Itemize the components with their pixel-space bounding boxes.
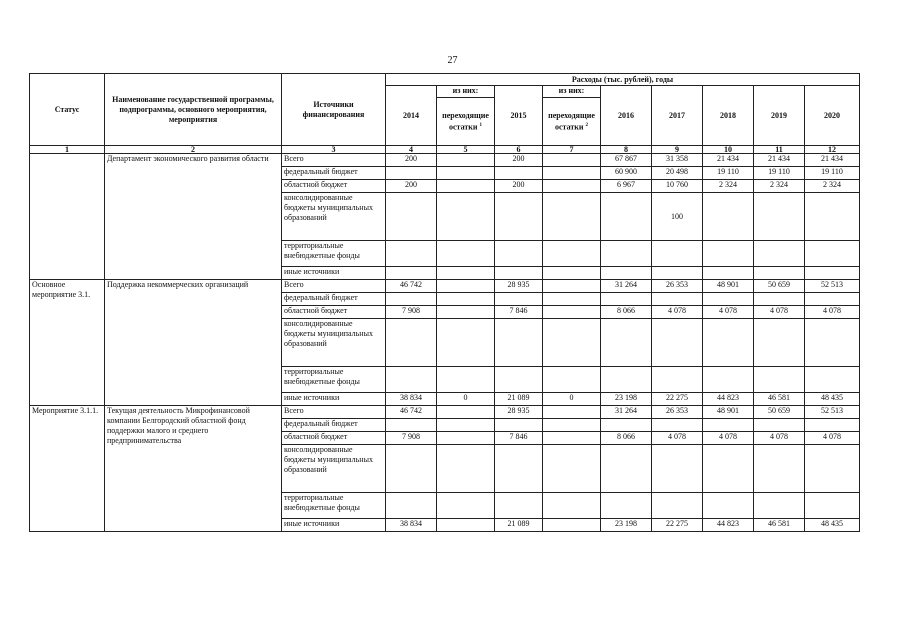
value-cell	[386, 193, 437, 241]
value-cell: 46 742	[386, 406, 437, 419]
value-cell	[437, 367, 495, 393]
value-cell	[386, 419, 437, 432]
col-num: 9	[652, 146, 703, 154]
value-cell	[652, 493, 703, 519]
value-cell: 0	[437, 393, 495, 406]
page-number: 27	[447, 55, 458, 66]
value-cell	[805, 493, 860, 519]
header-sources: Источники финансирования	[282, 74, 386, 146]
value-cell: 48 901	[703, 406, 754, 419]
value-cell: 31 264	[601, 280, 652, 293]
value-cell	[703, 445, 754, 493]
value-cell	[601, 419, 652, 432]
value-cell: 19 110	[805, 167, 860, 180]
header-year-2020: 2020	[805, 86, 860, 146]
value-cell	[437, 167, 495, 180]
value-cell: 8 066	[601, 306, 652, 319]
value-cell: 28 935	[495, 406, 543, 419]
value-cell: 22 275	[652, 519, 703, 532]
value-cell	[805, 241, 860, 267]
source-cell: консолидированные бюджеты муниципальных образований	[282, 319, 386, 367]
value-cell: 38 834	[386, 519, 437, 532]
value-cell: 28 935	[495, 280, 543, 293]
value-cell	[754, 319, 805, 367]
value-cell: 200	[495, 154, 543, 167]
value-cell	[437, 406, 495, 419]
value-cell	[543, 445, 601, 493]
value-cell: 0	[543, 393, 601, 406]
header-year-2018: 2018	[703, 86, 754, 146]
value-cell	[601, 193, 652, 241]
value-cell: 100	[652, 193, 703, 241]
value-cell	[543, 293, 601, 306]
value-cell	[754, 293, 805, 306]
value-cell	[386, 241, 437, 267]
value-cell	[652, 445, 703, 493]
value-cell	[386, 445, 437, 493]
value-cell: 46 742	[386, 280, 437, 293]
name-cell: Поддержка некоммерческих организаций	[105, 280, 282, 406]
value-cell: 48 435	[805, 393, 860, 406]
status-cell: Мероприятие 3.1.1.	[30, 406, 105, 532]
value-cell	[437, 193, 495, 241]
col-num: 8	[601, 146, 652, 154]
value-cell: 200	[386, 154, 437, 167]
header-expenses: Расходы (тыс. рублей), годы	[386, 74, 860, 86]
source-cell: иные источники	[282, 393, 386, 406]
value-cell	[543, 267, 601, 280]
value-cell: 4 078	[652, 306, 703, 319]
value-cell: 44 823	[703, 519, 754, 532]
value-cell: 7 908	[386, 432, 437, 445]
column-numbers-row	[30, 146, 860, 154]
value-cell	[543, 319, 601, 367]
value-cell	[437, 445, 495, 493]
value-cell	[495, 241, 543, 267]
value-cell	[601, 293, 652, 306]
value-cell	[703, 241, 754, 267]
value-cell	[495, 319, 543, 367]
value-cell	[495, 419, 543, 432]
value-cell	[754, 367, 805, 393]
col-num: 1	[30, 146, 105, 154]
value-cell	[495, 267, 543, 280]
header-name: Наименование государственной программы, подпрограммы, основного мероприятия, мероприятия	[105, 74, 282, 146]
value-cell	[601, 367, 652, 393]
col-num: 5	[437, 146, 495, 154]
value-cell: 21 089	[495, 519, 543, 532]
source-cell: областной бюджет	[282, 432, 386, 445]
value-cell: 200	[386, 180, 437, 193]
value-cell: 44 823	[703, 393, 754, 406]
source-cell: федеральный бюджет	[282, 293, 386, 306]
source-cell: территориальные внебюджетные фонды	[282, 241, 386, 267]
value-cell	[437, 419, 495, 432]
value-cell: 2 324	[805, 180, 860, 193]
value-cell	[754, 241, 805, 267]
value-cell	[601, 241, 652, 267]
value-cell: 4 078	[652, 432, 703, 445]
value-cell	[437, 154, 495, 167]
col-num: 7	[543, 146, 601, 154]
value-cell	[437, 519, 495, 532]
value-cell: 20 498	[652, 167, 703, 180]
value-cell	[543, 280, 601, 293]
value-cell: 7 846	[495, 432, 543, 445]
value-cell	[495, 445, 543, 493]
source-cell: иные источники	[282, 519, 386, 532]
value-cell	[652, 267, 703, 280]
value-cell	[437, 306, 495, 319]
header-year-2014: 2014	[386, 86, 437, 146]
table-row	[30, 280, 860, 293]
source-cell: Всего	[282, 280, 386, 293]
value-cell	[652, 367, 703, 393]
value-cell	[386, 319, 437, 367]
value-cell	[805, 319, 860, 367]
value-cell	[543, 180, 601, 193]
value-cell	[754, 193, 805, 241]
value-cell	[805, 293, 860, 306]
value-cell: 46 581	[754, 519, 805, 532]
source-cell: территориальные внебюджетные фонды	[282, 493, 386, 519]
col-num: 11	[754, 146, 805, 154]
source-cell: Всего	[282, 406, 386, 419]
value-cell	[386, 167, 437, 180]
table-body	[30, 154, 860, 532]
value-cell	[543, 241, 601, 267]
value-cell	[543, 493, 601, 519]
value-cell	[703, 319, 754, 367]
value-cell: 48 435	[805, 519, 860, 532]
value-cell	[386, 267, 437, 280]
col-num: 12	[805, 146, 860, 154]
value-cell	[543, 167, 601, 180]
value-cell: 19 110	[754, 167, 805, 180]
value-cell: 4 078	[805, 432, 860, 445]
header-of-them-1: из них:	[437, 86, 495, 98]
value-cell: 26 353	[652, 280, 703, 293]
name-cell: Текущая деятельность Микрофинансовой компании Белгородский областной фонд поддержки малого и среднего предпринимательства	[105, 406, 282, 532]
value-cell	[495, 193, 543, 241]
value-cell	[805, 419, 860, 432]
value-cell: 50 659	[754, 280, 805, 293]
value-cell: 4 078	[703, 432, 754, 445]
header-carryover-1: переходящие остатки $^1$	[437, 98, 495, 146]
value-cell: 50 659	[754, 406, 805, 419]
value-cell	[543, 406, 601, 419]
source-cell: консолидированные бюджеты муниципальных образований	[282, 193, 386, 241]
value-cell	[437, 493, 495, 519]
col-num: 2	[105, 146, 282, 154]
source-cell: Всего	[282, 154, 386, 167]
value-cell	[543, 306, 601, 319]
value-cell	[437, 432, 495, 445]
value-cell: 48 901	[703, 280, 754, 293]
value-cell: 31 264	[601, 406, 652, 419]
value-cell: 23 198	[601, 393, 652, 406]
table-row	[30, 406, 860, 419]
value-cell: 8 066	[601, 432, 652, 445]
value-cell	[386, 493, 437, 519]
header-year-2019: 2019	[754, 86, 805, 146]
value-cell: 52 513	[805, 280, 860, 293]
value-cell: 4 078	[805, 306, 860, 319]
header-status: Статус	[30, 74, 105, 146]
value-cell: 19 110	[703, 167, 754, 180]
value-cell: 10 760	[652, 180, 703, 193]
value-cell	[495, 167, 543, 180]
status-cell	[30, 154, 105, 280]
value-cell: 200	[495, 180, 543, 193]
value-cell	[703, 193, 754, 241]
value-cell: 21 089	[495, 393, 543, 406]
value-cell	[703, 293, 754, 306]
value-cell	[652, 241, 703, 267]
col-num: 6	[495, 146, 543, 154]
value-cell: 2 324	[703, 180, 754, 193]
value-cell	[805, 445, 860, 493]
value-cell	[805, 267, 860, 280]
value-cell: 7 908	[386, 306, 437, 319]
value-cell	[601, 319, 652, 367]
value-cell	[703, 367, 754, 393]
value-cell	[754, 419, 805, 432]
value-cell: 4 078	[754, 306, 805, 319]
value-cell: 31 358	[652, 154, 703, 167]
source-cell: иные источники	[282, 267, 386, 280]
value-cell	[543, 419, 601, 432]
value-cell: 23 198	[601, 519, 652, 532]
value-cell	[652, 319, 703, 367]
source-cell: территориальные внебюджетные фонды	[282, 367, 386, 393]
value-cell: 21 434	[754, 154, 805, 167]
value-cell: 67 867	[601, 154, 652, 167]
value-cell	[543, 193, 601, 241]
value-cell	[652, 293, 703, 306]
source-cell: федеральный бюджет	[282, 167, 386, 180]
value-cell: 7 846	[495, 306, 543, 319]
value-cell	[601, 267, 652, 280]
value-cell	[437, 319, 495, 367]
value-cell: 6 967	[601, 180, 652, 193]
header-carryover-2: переходящие остатки $^2$	[543, 98, 601, 146]
value-cell	[754, 445, 805, 493]
value-cell	[652, 419, 703, 432]
value-cell	[437, 241, 495, 267]
value-cell: 4 078	[703, 306, 754, 319]
status-cell: Основное мероприятие 3.1.	[30, 280, 105, 406]
value-cell	[437, 267, 495, 280]
value-cell	[495, 367, 543, 393]
value-cell: 60 900	[601, 167, 652, 180]
expenses-table	[29, 73, 860, 532]
value-cell: 26 353	[652, 406, 703, 419]
value-cell	[703, 419, 754, 432]
value-cell	[386, 367, 437, 393]
header-of-them-2: из них:	[543, 86, 601, 98]
value-cell	[601, 445, 652, 493]
value-cell	[703, 493, 754, 519]
header-year-2016: 2016	[601, 86, 652, 146]
source-cell: областной бюджет	[282, 180, 386, 193]
value-cell	[437, 180, 495, 193]
name-cell: Департамент экономического развития области	[105, 154, 282, 280]
value-cell: 4 078	[754, 432, 805, 445]
value-cell	[805, 367, 860, 393]
value-cell: 21 434	[703, 154, 754, 167]
col-num: 10	[703, 146, 754, 154]
header-year-2017: 2017	[652, 86, 703, 146]
header-year-2015: 2015	[495, 86, 543, 146]
value-cell	[543, 367, 601, 393]
value-cell	[754, 267, 805, 280]
value-cell	[703, 267, 754, 280]
value-cell: 46 581	[754, 393, 805, 406]
value-cell	[437, 293, 495, 306]
value-cell	[495, 293, 543, 306]
source-cell: федеральный бюджет	[282, 419, 386, 432]
table-row	[30, 154, 860, 167]
source-cell: областной бюджет	[282, 306, 386, 319]
col-num: 4	[386, 146, 437, 154]
value-cell	[601, 493, 652, 519]
value-cell: 38 834	[386, 393, 437, 406]
value-cell	[386, 293, 437, 306]
value-cell	[805, 193, 860, 241]
value-cell	[495, 493, 543, 519]
value-cell: 22 275	[652, 393, 703, 406]
value-cell: 52 513	[805, 406, 860, 419]
col-num: 3	[282, 146, 386, 154]
value-cell: 2 324	[754, 180, 805, 193]
source-cell: консолидированные бюджеты муниципальных образований	[282, 445, 386, 493]
value-cell	[754, 493, 805, 519]
value-cell	[543, 432, 601, 445]
value-cell: 21 434	[805, 154, 860, 167]
value-cell	[437, 280, 495, 293]
value-cell	[543, 519, 601, 532]
value-cell	[543, 154, 601, 167]
